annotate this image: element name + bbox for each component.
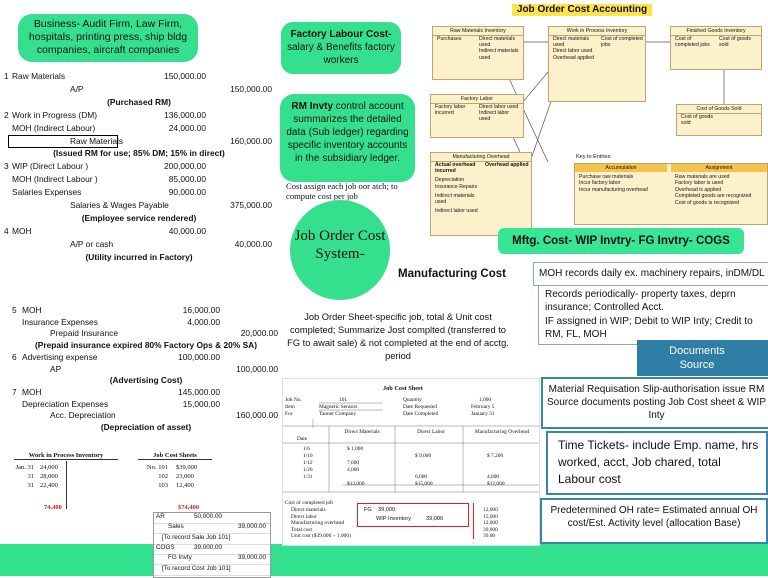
key-title: Key to Entries: (576, 154, 612, 160)
key-header-accum: Accumulation (575, 164, 667, 172)
wip-t-value: 28,000 (40, 473, 58, 480)
small-journal-account: [To record Cost Job 101] (162, 564, 231, 572)
journal1-note: (Utility incurred in Factory) (85, 251, 193, 262)
small-journal-account: Sales (168, 523, 184, 531)
factory-labor-right-0: Direct labor used (479, 104, 519, 110)
factory-labor-right-1: Indirect labor used (479, 110, 509, 123)
journal2-debit: 15,000.00 (182, 398, 220, 409)
job-order-circle (290, 200, 390, 300)
finished-goods-left-0: Cost of completed jobs (675, 36, 710, 49)
small-journal-debit: 39,000.00 (194, 543, 223, 551)
finished-goods-account (670, 26, 762, 70)
journal2-row (10, 409, 282, 421)
jcs-job-no-label: Job No. (285, 397, 302, 403)
factory-labor-title: Factory Labor (431, 95, 523, 104)
journal2-row (10, 316, 282, 328)
jcs-row-dl: $ 9,000 (415, 453, 432, 459)
jcs-row-dm: $ 1,000 (347, 446, 364, 452)
wip-t-title: Work in Process Inventory (14, 452, 118, 460)
jcs-qty: 1,000 (479, 397, 492, 403)
journal1-debit: 85,000.00 (168, 174, 206, 185)
journal1-note: (Issued RM for use; 85% DM; 15% in direct) (53, 148, 225, 159)
factory-labour-box (281, 22, 401, 74)
journal2-debit: 100,000.00 (178, 351, 220, 362)
jcs-row-date: 1/26 (303, 467, 313, 473)
journal1-debit: 90,000.00 (168, 187, 206, 198)
fg-label: FG (364, 507, 372, 513)
journal2-row (10, 327, 282, 339)
wip-right-0: Cost of completed jobs (601, 36, 643, 49)
material-requisition-box (541, 377, 768, 429)
records-periodically-box (538, 285, 768, 345)
jcs-row-dl: 6,000 (415, 474, 428, 480)
journal1-account: Salaries Expenses (12, 187, 82, 198)
documents-source-box (637, 340, 768, 376)
cogs-left (681, 114, 721, 126)
finished-goods-title: Finished Goods Inventory (671, 27, 761, 36)
bottom-band (0, 544, 768, 576)
journal1-account: Work in Progress (DM) (12, 109, 98, 120)
jcs-row-date: 1/10 (303, 453, 313, 459)
journal1-row (0, 83, 278, 95)
mfg-overhead-right-0: Overhead applied (485, 162, 529, 168)
jcs-summary-value: 39,000 (483, 526, 498, 533)
factory-labour-body: salary & Benefits factory workers (287, 42, 395, 66)
journal1-entry-no: 3 (4, 161, 9, 172)
raw-materials-title: Raw Materials Inventory (433, 27, 523, 36)
journal2-account: MOH (22, 305, 42, 315)
rm-invty-box (280, 94, 415, 182)
records-periodically-text: Records periodically- property taxes, deprn insurance; Controlled Acct. (545, 289, 736, 313)
fg-wip-callout (357, 503, 469, 527)
wip-t-value: 22,400 (40, 482, 58, 489)
jcs-summary-label: Manufacturing overhead (291, 520, 345, 526)
mfg-overhead-left-2: Indirect materials used (435, 192, 475, 206)
journal1-row (0, 212, 278, 224)
wip-title: Work in Process Inventory (549, 27, 645, 36)
jcs-qty-label: Quantity (403, 397, 422, 403)
cogs-left-0: Cost of goods sold (681, 114, 714, 127)
jcs-summary-value: 39.00 (483, 533, 496, 539)
jcs-row-dm: 4,000 (347, 467, 360, 473)
journal1-row (0, 96, 278, 108)
key-header-assign: Assignment (671, 164, 767, 172)
moh-records-text: MOH records daily ex. machinery repairs, inDM/DL (539, 268, 765, 279)
raw-materials-right-1: Indirect materials used (479, 48, 519, 61)
mfg-flow-box (498, 228, 744, 254)
journal-entries-2 (10, 304, 282, 444)
key-assign-0: Raw materials are used (675, 174, 730, 180)
journal1-credit: 375,000.00 (230, 200, 272, 210)
journal1-row (0, 251, 278, 263)
journal1-note: (Purchased RM) (107, 96, 171, 107)
journal2-entry-no: 5 (12, 305, 17, 315)
wip-left-2: Overhead applied (553, 54, 594, 61)
factory-labor-account (430, 94, 524, 138)
journal2-account: Insurance Expenses (22, 316, 98, 327)
mfg-overhead-right (485, 162, 529, 168)
journal1-entry-no: 4 (4, 225, 9, 236)
jcs-row-oh: $12,000 (487, 481, 505, 487)
journal2-row (10, 339, 282, 351)
wip-t-date: Jan. 31 (15, 464, 34, 471)
journal1-debit: 200,000.00 (164, 161, 206, 172)
wip-left-1: Direct labor used (553, 48, 593, 55)
small-journal (153, 512, 271, 578)
rm-invty-body: control account summarizes the detailed data (Sub ledger) regarding specific inventory accounts in the subsidiary ledger. (286, 101, 409, 164)
key-assign-3: Completed goods are recognized (675, 193, 752, 200)
key-assign-4: Cost of goods is recognized (675, 199, 740, 206)
mfg-overhead-left-3: Indirect labor used (435, 208, 478, 215)
jcs-item: Magnetic Sensors (319, 404, 358, 410)
rm-invty-title: RM Invty (291, 101, 334, 112)
jcs-comp: January 31 (471, 411, 495, 417)
if-assigned-text: IF assigned in WIP; Debit to WIP Inty; Credit to RM, FL, MOH (545, 316, 753, 340)
journal1-account: A/P or cash (70, 238, 114, 249)
factory-labor-left (435, 104, 473, 116)
journal1-row (0, 199, 278, 211)
jcs-comp-label: Date Completed (403, 411, 439, 417)
predetermined-oh-box (540, 498, 768, 544)
key-assign-list (675, 174, 751, 206)
journal2-note: (Advertising Cost) (109, 375, 183, 386)
small-journal-row (154, 565, 270, 576)
journal1-row (0, 238, 278, 250)
jcs-t-value: 23,000 (176, 473, 194, 480)
key-assign-1: Factory labor is used (675, 180, 724, 187)
moh-records-box (533, 262, 768, 286)
predetermined-oh-text: Predetermined OH rate= Estimated annual OH cost/Est. Activity level (allocation Base) (550, 505, 758, 529)
time-tickets-text: Time Tickets- include Emp. name, hrs worked, acct, Job chared, total Labour cost (558, 438, 759, 486)
jcs-summary-value: 12,000 (483, 520, 498, 526)
mfg-flow-text: Mftg. Cost- WIP Invtry- FG Invtry- COGS (512, 235, 730, 247)
jcs-req: February 5 (471, 404, 495, 410)
journal1-row (0, 160, 278, 172)
jcs-row-date: 1/12 (303, 460, 313, 466)
raw-materials-right (479, 36, 521, 61)
jcs-summary-value: 15,000 (483, 513, 498, 520)
journal2-row (10, 386, 282, 398)
journal1-row (0, 186, 278, 198)
journal1-row (0, 135, 278, 147)
journal1-entry-no: 1 (4, 71, 9, 81)
factory-labor-left-0: Factory labor incurred (435, 104, 466, 117)
jcs-t-no: No. 101 (147, 464, 168, 471)
cogs-account (676, 104, 762, 136)
wip-t-total: 74,400 (44, 504, 62, 511)
jcs-header-oh: Manufacturing Overhead (474, 429, 530, 435)
job-order-flow-diagram (424, 2, 768, 230)
journal2-account: AP (50, 363, 62, 374)
journal2-account: Acc. Depreciation (50, 410, 116, 421)
wip-label: WIP Inventory (376, 516, 412, 522)
jcs-t-no: 103 (158, 482, 168, 489)
finished-goods-right (719, 36, 759, 48)
jcs-t-no: 102 (158, 473, 168, 480)
jcs-job-no: 101 (339, 397, 348, 403)
job-cost-sheets-t-account (138, 452, 212, 514)
wip-t-account (14, 452, 118, 514)
small-journal-credit: 39,000.00 (237, 523, 266, 531)
journal2-account: Advertising expense (22, 351, 98, 362)
raw-materials-account (432, 26, 524, 80)
journal2-note: (Prepaid insurance expired 80% Factory Ops & 20% SA) (34, 340, 257, 351)
mfg-overhead-left (435, 162, 481, 214)
journal1-row (0, 109, 278, 121)
journal2-account: Prepaid Insurance (50, 328, 118, 339)
job-cost-sheet (282, 378, 540, 546)
raw-materials-left-0: Purchases (437, 36, 462, 42)
jcs-row-oh: 4,800 (487, 474, 500, 480)
business-types-box (18, 14, 198, 62)
journal2-row (10, 398, 282, 410)
jcs-summary-label: Total cost (291, 526, 313, 533)
wip-value: 39,000 (426, 516, 444, 522)
journal2-entry-no: 7 (12, 386, 17, 397)
jcs-row-dm: $12,000 (347, 481, 365, 487)
mfg-overhead-left-1: Depreciation Insurance Repairs (435, 177, 478, 190)
documents-source-text: Documents Source (669, 345, 725, 371)
raw-materials-left (437, 36, 475, 42)
journal1-debit: 40,000.00 (168, 225, 206, 236)
journal1-note: (Employee service rendered) (81, 212, 197, 223)
jcs-row-dl: $15,000 (415, 481, 433, 487)
small-journal-credit: 39,000.00 (237, 554, 266, 562)
key-accum-list (579, 174, 648, 193)
jcs-t-value: $39,000 (176, 464, 198, 471)
cogs-title: Cost of Goods Sold (677, 105, 761, 114)
small-journal-debit: 50,000.00 (194, 513, 223, 520)
jcs-header-date: Date (297, 436, 308, 442)
journal1-credit: 150,000.00 (230, 83, 272, 94)
small-journal-account: COGS (156, 543, 175, 551)
key-assign-2: Overhead is applied (675, 186, 722, 193)
wip-left-0: Direct materials used (553, 36, 590, 49)
jcs-row-oh: $ 7,200 (487, 453, 504, 459)
job-cost-sheets-t-title: Job Cost Sheets (138, 452, 212, 460)
jcs-header-dm: Direct Materials (344, 429, 380, 435)
journal1-account: WIP (Direct Labour ) (12, 161, 89, 172)
journal1-credit: 40,000.00 (234, 238, 272, 249)
factory-labor-right (479, 104, 521, 123)
wip-left (553, 36, 597, 61)
journal2-credit: 20,000.00 (240, 328, 278, 339)
journal1-account: A/P (70, 83, 84, 94)
jcs-row-dm: 7,000 (347, 460, 360, 466)
job-cost-sheets-t-total: $74,400 (178, 504, 200, 511)
key-accum-1: Incur factory labor (579, 180, 621, 187)
key-accum-0: Purchase raw materials (579, 174, 634, 180)
finished-goods-right-0: Cost of goods sold (719, 36, 752, 49)
factory-labour-title: Factory Labour Cost- (290, 29, 392, 40)
jcs-red-bracket (473, 503, 477, 539)
jcs-item-label: Item (285, 404, 295, 410)
jcs-title: Job Cost Sheet (383, 385, 423, 392)
journal1-debit: 24,000.00 (168, 122, 206, 133)
journal-entries-1 (0, 70, 278, 270)
key-accum-2: Incur manufacturing overhead (579, 186, 648, 193)
journal1-row (0, 147, 278, 159)
journal2-credit: 100,000.00 (236, 363, 278, 374)
mfg-overhead-left-0: Actual overhead incurred (435, 162, 476, 175)
wip-t-value: 24,000 (40, 464, 58, 471)
jcs-summary-value: 12,000 (483, 507, 498, 513)
business-types-text: Business- Audit Firm, Law Firm, hospitals, printing press, ship bldg companies, aircraft companies (28, 18, 188, 56)
small-journal-account: AR (156, 513, 165, 520)
wip-t-date: 31 (27, 473, 34, 480)
jcs-row-date: 1/6 (303, 446, 310, 452)
manufacturing-cost-label: Manufacturing Cost (398, 268, 506, 280)
jcs-summary-label: Direct labor (291, 513, 317, 520)
journal2-row (10, 374, 282, 386)
journal1-account: Raw Materials (70, 135, 124, 146)
journal1-row (0, 225, 278, 237)
small-journal-account: [To record Sale Job 101] (162, 533, 231, 541)
journal2-note: (Depreciation of asset) (100, 422, 192, 432)
finished-goods-left (675, 36, 715, 48)
journal2-row (10, 304, 282, 316)
mfg-overhead-account (430, 152, 532, 236)
journal2-account: MOH (22, 386, 42, 397)
time-tickets-box (546, 431, 768, 495)
cost-assign-note: Cost assign each job oor atch; to compute cost per job (286, 181, 398, 201)
jcs-for: Tanner Company (319, 411, 357, 417)
journal1-row (0, 70, 278, 82)
wip-right (601, 36, 643, 48)
journal2-credit: 160,000.00 (236, 410, 278, 421)
mfg-overhead-title: Manufacturing Overhead (431, 153, 531, 162)
journal2-entry-no: 6 (12, 351, 17, 362)
journal1-account: MOH (Indirect Labour ) (12, 174, 98, 185)
key-table (574, 163, 768, 225)
fg-value: 39,000 (378, 507, 396, 513)
jcs-summary-label: Direct materials (291, 507, 326, 513)
job-order-sheet-text: Job Order Sheet-specific job, total & Unit cost completed; Summarize Jost complted (transferred to FG to await sale) & not completed at the end of acctg. period (287, 312, 509, 361)
small-journal-account: FG Invty (168, 554, 192, 562)
journal2-row (10, 363, 282, 375)
jcs-row-date: 1/31 (303, 474, 313, 480)
jcs-header-dl: Direct Labor (417, 429, 445, 435)
journal2-account: Depreciation Expenses (22, 398, 109, 409)
journal1-credit: 160,000.00 (230, 135, 272, 146)
journal1-account: MOH (12, 225, 32, 236)
job-order-circle-text: Job Order Cost System- (294, 228, 386, 262)
flow-title: Job Order Cost Accounting (512, 4, 652, 16)
jcs-req-label: Date Requested (403, 404, 437, 410)
journal2-row (10, 421, 282, 433)
raw-materials-right-0: Direct materials used (479, 36, 516, 49)
journal1-row (0, 173, 278, 185)
material-requisition-text: Material Requisation Slip-authorisation issue RM Source documents posting Job Cost sheet & WIP Inty (547, 384, 766, 421)
journal2-row (10, 351, 282, 363)
jcs-summary-label: Unit cost ($39,000 ÷ 1,000) (291, 533, 351, 539)
journal1-debit: 150,000.00 (164, 71, 206, 81)
journal1-account: Raw Materials (12, 71, 66, 81)
journal1-account: MOH (Indirect Labour) (12, 122, 96, 133)
highlight-box (8, 135, 118, 148)
journal2-debit: 4,000.00 (187, 316, 220, 327)
journal1-debit: 136,000.00 (164, 109, 206, 120)
wip-t-date: 31 (27, 482, 34, 489)
jcs-summary-title: Cost of completed job (285, 500, 333, 506)
journal2-debit: 16,000.00 (182, 305, 220, 315)
journal1-row (0, 122, 278, 134)
wip-account (548, 26, 646, 102)
journal2-debit: 145,000.00 (178, 386, 220, 397)
jcs-t-value: 12,400 (176, 482, 194, 489)
journal1-account: Salaries & Wages Payable (70, 200, 169, 210)
jcs-for-label: For (285, 411, 293, 417)
journal1-entry-no: 2 (4, 109, 9, 120)
